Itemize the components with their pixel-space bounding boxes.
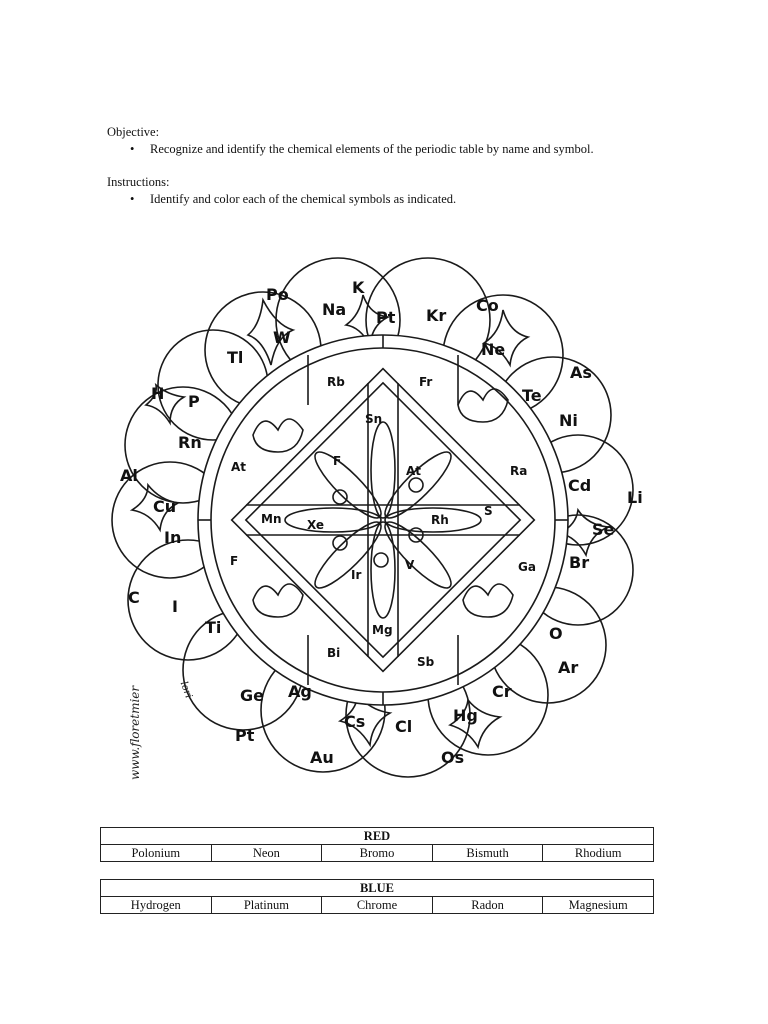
table-cell: Platinum (211, 897, 322, 914)
element-symbol: Kr (426, 306, 447, 325)
element-symbol: Ne (481, 340, 506, 359)
element-symbol: Rh (431, 513, 449, 527)
table-cell: Magnesium (543, 897, 654, 914)
instructions-text: Identify and color each of the chemical symbols as indicated. (150, 192, 457, 206)
element-symbol: Li (627, 488, 643, 507)
red-color-key-table (100, 827, 654, 862)
element-symbol: Cl (395, 717, 413, 736)
element-symbol: Rn (178, 433, 202, 452)
element-symbol: At (231, 460, 247, 474)
element-symbol: Rb (327, 375, 345, 389)
element-symbol: Te (522, 386, 542, 405)
bullet-icon: • (130, 192, 135, 206)
coloring-mandala (108, 255, 658, 785)
element-symbol: Br (569, 553, 590, 572)
table-cell: Neon (211, 845, 322, 862)
element-symbol: Ar (558, 658, 579, 677)
element-symbol: Au (310, 748, 334, 767)
element-symbol: I (172, 597, 178, 616)
table-header-red: RED (101, 828, 654, 845)
element-symbol: Ti (205, 618, 222, 637)
element-symbol: Se (592, 520, 615, 539)
table-header-blue: BLUE (101, 880, 654, 897)
table-row (101, 897, 654, 914)
element-symbol: At (406, 464, 422, 478)
element-symbol: Cd (568, 476, 592, 495)
table-cell: Bismuth (432, 845, 543, 862)
bullet-icon: • (130, 142, 135, 156)
element-symbol: Po (266, 285, 289, 304)
element-symbol: Pt (235, 726, 255, 745)
element-symbol: Na (322, 300, 347, 319)
element-symbol: F (230, 554, 239, 568)
table-cell: Bromo (322, 845, 433, 862)
element-symbol: Cs (344, 712, 366, 731)
element-symbol: Cu (153, 497, 177, 516)
element-symbol: Fr (419, 375, 433, 389)
objective-text: Recognize and identify the chemical elements of the periodic table by name and symbol. (150, 142, 594, 156)
element-symbol: Ir (351, 568, 362, 582)
element-symbol: Al (120, 466, 138, 485)
blue-color-key-table (100, 879, 654, 914)
objective-bullet (130, 142, 594, 157)
element-symbol: Ag (288, 682, 312, 701)
element-symbol: V (405, 558, 415, 572)
instructions-heading: Instructions: (107, 175, 170, 189)
element-symbol: In (164, 528, 182, 547)
element-symbol: Sn (365, 412, 383, 426)
table-cell: Polonium (101, 845, 212, 862)
element-symbol: K (352, 278, 365, 297)
element-symbol: Ra (510, 464, 528, 478)
artist-signature: www.floretmier (128, 685, 142, 780)
table-row (101, 845, 654, 862)
element-symbol: Ga (518, 560, 536, 574)
element-symbol: Os (441, 748, 465, 767)
element-symbol: Pt (376, 308, 396, 327)
element-symbol: W (273, 328, 291, 347)
element-symbol: F (333, 454, 342, 468)
table-cell: Radon (432, 897, 543, 914)
element-symbol: Ni (559, 411, 578, 430)
instructions-bullet (130, 192, 456, 207)
element-symbol: Sb (417, 655, 435, 669)
objective-heading: Objective: (107, 125, 160, 139)
outer-ring (198, 335, 568, 705)
element-symbol: O (549, 624, 563, 643)
element-symbol: Mg (372, 623, 393, 637)
element-symbol: Cr (492, 682, 512, 701)
element-symbol: As (570, 363, 592, 382)
table-cell: Chrome (322, 897, 433, 914)
element-symbol: S (484, 504, 493, 518)
element-symbol: H (151, 384, 165, 403)
table-cell: Hydrogen (101, 897, 212, 914)
artist-initials: lori (177, 680, 194, 700)
element-symbol: Hg (453, 706, 478, 725)
element-symbol: Co (476, 296, 499, 315)
table-cell: Rhodium (543, 845, 654, 862)
element-symbol: Mn (261, 512, 282, 526)
element-symbol: P (188, 392, 200, 411)
element-symbol: Ge (240, 686, 264, 705)
element-symbol: Bi (327, 646, 341, 660)
element-symbol: Tl (227, 348, 244, 367)
element-symbol: C (128, 588, 140, 607)
element-symbol: Xe (307, 518, 325, 532)
